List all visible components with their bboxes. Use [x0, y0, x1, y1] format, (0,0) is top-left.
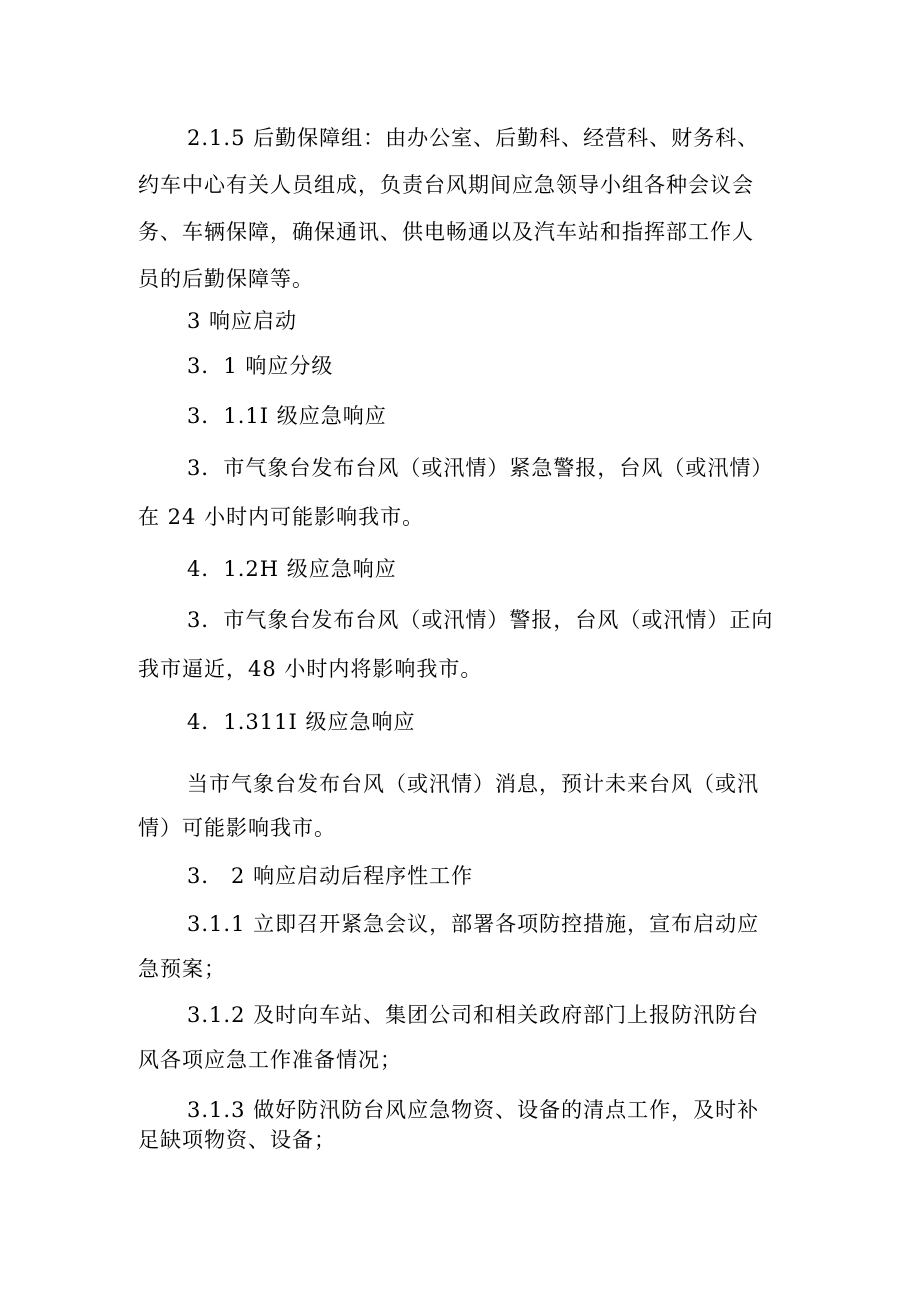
- text-line: 足缺项物资、设备；: [138, 1128, 336, 1152]
- text-line: 3．市气象台发布台风（或汛情）紧急警报，台风（或汛情）: [187, 456, 774, 480]
- text-line: 3 响应启动: [187, 309, 298, 333]
- text-line: 2.1.5 后勤保障组：由办公室、后勤科、经营科、财务科、: [187, 126, 760, 150]
- text-line: 3.1.1 立即召开紧急会议，部署各项防控措施，宣布启动应: [187, 912, 760, 936]
- text-line: 员的后勤保障等。: [138, 267, 314, 291]
- text-line: 风各项应急工作准备情况；: [138, 1048, 402, 1072]
- text-line: 3．1 响应分级: [187, 354, 334, 378]
- text-line: 4．1.311I 级应急响应: [187, 710, 416, 734]
- text-line: 我市逼近，48 小时内将影响我市。: [138, 657, 483, 681]
- text-line: 3．市气象台发布台风（或汛情）警报，台风（或汛情）正向: [187, 608, 774, 632]
- text-line: 在 24 小时内可能影响我市。: [138, 505, 425, 529]
- text-line: 4．1.2H 级应急响应: [187, 557, 397, 581]
- text-line: 当市气象台发布台风（或汛情）消息，预计未来台风（或汛: [187, 772, 759, 796]
- text-line: 务、车辆保障，确保通讯、供电畅通以及汽车站和指挥部工作人: [138, 220, 754, 244]
- text-line: 3． 2 响应启动后程序性工作: [187, 864, 474, 888]
- text-line: 情）可能影响我市。: [138, 816, 336, 840]
- text-line: 急预案；: [138, 957, 226, 981]
- text-line: 3.1.3 做好防汛防台风应急物资、设备的清点工作，及时补: [187, 1098, 760, 1122]
- text-line: 3．1.1I 级应急响应: [187, 404, 387, 428]
- text-line: 约车中心有关人员组成，负责台风期间应急领导小组各种会议会: [138, 173, 754, 197]
- text-line: 3.1.2 及时向车站、集团公司和相关政府部门上报防汛防台: [187, 1003, 760, 1027]
